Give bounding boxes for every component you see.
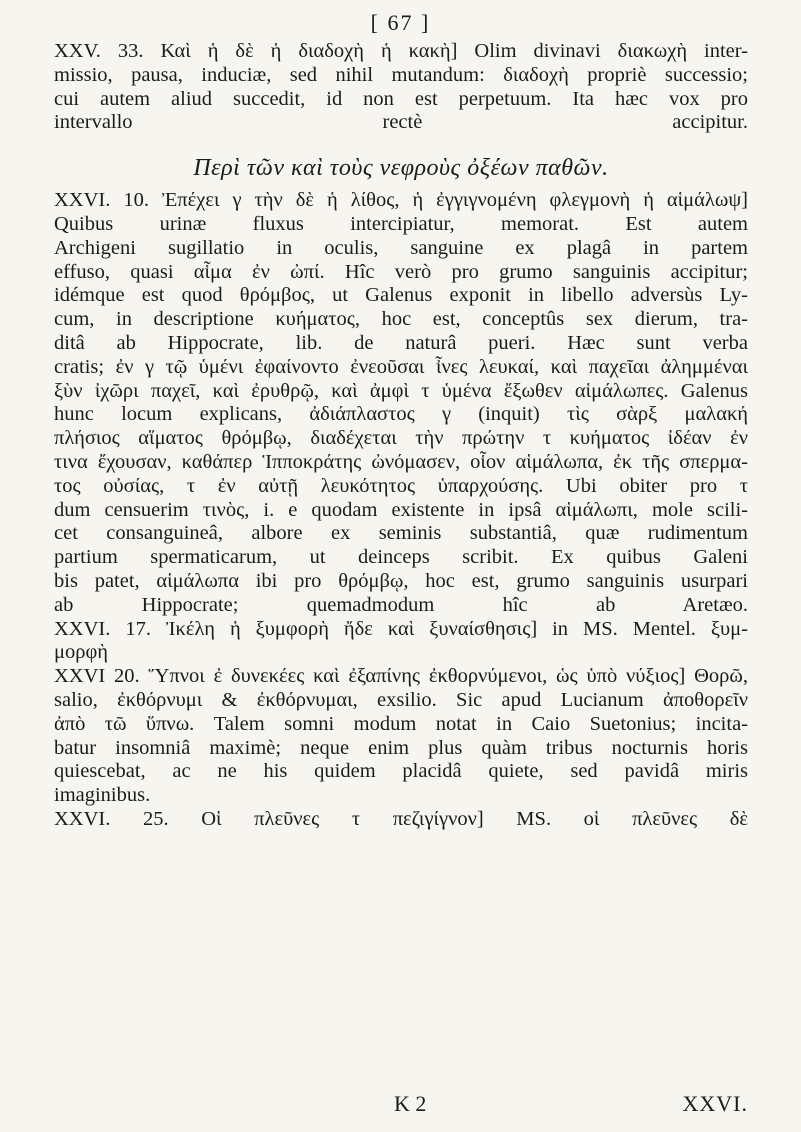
catchword: XXVI. [682,1091,748,1116]
text-line: XXVI. 17. Ἰκέλη ἡ ξυμφορὴ ἤδε καὶ ξυναίσθησις] in MS. Mentel. ξυμ- [54,617,748,640]
text-line: imaginibus. [54,784,151,807]
page-footer [54,1091,748,1121]
text-line: μορφὴ [54,641,109,664]
text-line: τινα ἔχουσαν, καθάπερ Ἱπποκράτης ὠνόμασεν, οἷον αἱμάλωπα, ἐκ τῆς σπερμα- [54,450,748,473]
text-line: batur insomniâ maximè; neque enim plus quàm tribus nocturnis horis [54,736,748,759]
text-line: salio, ἐκθόρνυμι & ἐκθόρνυμαι, exsilio. Sic apud Lucianum ἀποθορεῖν [54,688,748,711]
signature-mark: K 2 [394,1091,427,1116]
text-line: ἀπὸ τῶ ὕπνω. Talem somni modum notat in Caio Suetonius; incita- [54,712,748,735]
text-line: Archigeni sugillatio in oculis, sanguine ex plagâ in partem [54,236,748,259]
section-heading: Περὶ τῶν καὶ τοὺς νεφροὺς ὀξέων παθῶν. [193,155,609,182]
paragraph-xxv-33 [54,40,748,135]
text-line: hunc locum explicans, ἀδιάπλαστος γ (inquit) τὶς σὰρξ μαλακή [54,403,748,426]
text-line: idémque est quod θρόμβος, ut Galenus exponit in libello adversùs Ly- [54,284,748,307]
text-line: missio, pausa, induciæ, sed nihil mutandum: διαδοχὴ propriè successio; [54,63,748,86]
text-line: bis patet, αἱμάλωπα ibi pro θρόμβῳ, hoc est, grumo sanguinis usurpari [54,569,748,592]
text-line: ab Hippocrate; quemadmodum hîc ab Aretæo. [54,593,748,616]
text-line: quiescebat, ac ne his quidem placidâ quiete, sed pavidâ miris [54,760,748,783]
text-line: XXVI. 25. Οἱ πλεῦνες τ πεζιγίγνον] MS. οἱ πλεῦνες δὲ [54,807,748,830]
body-text [54,40,748,832]
paragraph-xxvi [54,189,748,832]
text-line: intervallo rectè accipitur. [54,111,748,134]
text-line: partium spermaticarum, ut deinceps scribit. Ex quibus Galeni [54,546,748,569]
text-line: Quibus urinæ fluxus intercipiatur, memorat. Est autem [54,212,748,235]
text-line: cratis; ἐν γ τῷ ὑμένι ἐφαίνοντο ἐνεοῦσαι ἶνες λευκαί, καὶ παχεῖαι ἀλημμέναι [54,355,748,378]
text-line: XXVI. 10. Ἐπέχει γ τὴν δὲ ἡ λίθος, ἡ ἐγγιγνομένη φλεγμονὴ ἡ αἱμάλωψ] [54,189,748,212]
text-line: πλήσιος αἵματος θρόμβῳ, διαδέχεται τὴν πρώτην τ κυήματος ἰδέαν ἐν [54,427,748,450]
text-line: XXVI 20. Ὕπνοι ἐ δυνεκέες καὶ ἐξαπίνης ἐκθορνύμενοι, ὡς ὑπὸ νύξιος] Θορῶ, [54,665,748,688]
text-line: ξὺν ἰχῶρι παχεῖ, καὶ ἐρυθρῷ, καὶ ἀμφὶ τ ὑμένα ἔξωθεν αἱμάλωπες. Galenus [54,379,748,402]
text-line: XXV. 33. Καὶ ἡ δὲ ἡ διαδοχὴ ἡ κακὴ] Olim divinavi διακωχὴ inter- [54,40,748,62]
text-line: effuso, quasi αἷμα ἐν ὠπί. Hîc verò pro grumo sanguinis accipitur; [54,260,748,283]
text-line: cum, in descriptione κυήματος, hoc est, conceptûs sex dierum, tra- [54,308,748,331]
text-line: dum censuerim τινὸς, i. e quodam existente in ipsâ αἱμάλωπι, mole scili- [54,498,748,521]
text-line: τος οὐσίας, τ ἐν αὐτῇ λευκότητος ὑπαρχούσης. Ubi obiter pro τ [54,474,748,497]
text-line: cet consanguineâ, albore ex seminis substantiâ, quæ rudimentum [54,522,748,545]
page-number: [ 67 ] [370,10,431,35]
text-line: cui autem aliud succedit, id non est perpetuum. Ita hæc vox pro [54,87,748,110]
text-line: ditâ ab Hippocrate, lib. de naturâ pueri. Hæc sunt verba [54,331,748,354]
